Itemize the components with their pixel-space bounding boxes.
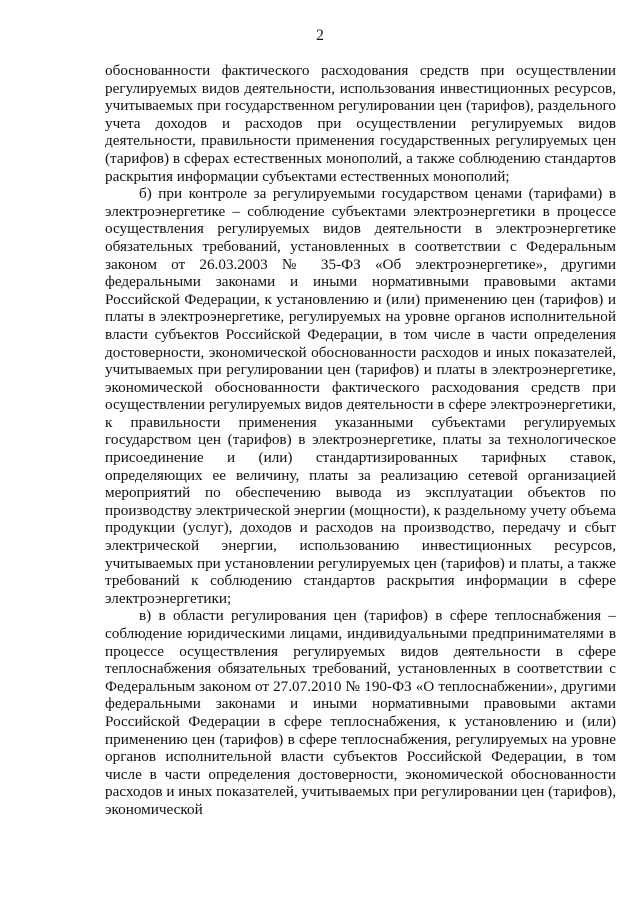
paragraph-b-electricity: б) при контроле за регулируемыми государством ценами (тарифами) в электроэнергетике – соблюдение субъектами электроэнергетики в процессе осуществления регулируемых видов деятельности в электроэнергетике обязательных требований, установленных в соответствии с Федеральным законом от 26.03.2003 № 35-ФЗ «Об электроэнергетике», другими федеральными законами и иными нормативными правовыми актами Российской Федерации, к установлению и (или) применению цен (тарифов) и платы в электроэнергетике, регулируемых на уровне органов исполнительной власти субъектов Российской Федерации, в том числе в части определения достоверности, экономической обоснованности расходов и иных показателей, учитываемых при регулировании цен (тарифов) и платы в электроэнергетике, экономической обоснованности фактического расходования средств при осуществлении регулируемых видов деятельности в сфере электроэнергетики, к правильности применения указанными субъектами регулируемых государством цен (тарифов) в электроэнергетике, платы за технологическое присоединение и (или) стандартизированных тарифных ставок, определяющих ее величину, платы за реализацию сетевой организацией мероприятий по обеспечению вывода из эксплуатации объектов по производству электрической энергии (мощности), к раздельному учету объема продукции (услуг), доходов и расходов на производство, передачу и сбыт электрической энергии, использованию инвестиционных ресурсов, учитываемых при установлении регулируемых цен (тарифов) и платы, а также требований к соблюдению стандартов раскрытия информации в сфере электроэнергетики; bbox=[105, 185, 616, 607]
document-body bbox=[105, 62, 616, 819]
page-number: 2 bbox=[316, 27, 324, 44]
paragraph-v-heat-supply: в) в области регулирования цен (тарифов) в сфере теплоснабжения – соблюдение юридическими лицами, индивидуальными предпринимателями в процессе осуществления регулируемых видов деятельности в сфере теплоснабжения обязательных требований, установленных в соответствии с Федеральным законом от 27.07.2010 № 190-ФЗ «О теплоснабжении», другими федеральными законами и иными нормативными правовыми актами Российской Федерации в сфере теплоснабжения, к установлению и (или) применению цен (тарифов) в сфере теплоснабжения, регулируемых на уровне органов исполнительной власти субъектов Российской Федерации, в том числе в части определения достоверности, экономической обоснованности расходов и иных показателей, учитываемых при регулировании цен (тарифов), экономической bbox=[105, 607, 616, 818]
paragraph-continuation: обоснованности фактического расходования средств при осуществлении регулируемых видов деятельности, использования инвестиционных ресурсов, учитываемых при государственном регулировании цен (тарифов), раздельного учета доходов и расходов при осуществлении регулируемых видов деятельности, правильности применения государственных регулируемых цен (тарифов) в сферах естественных монополий, а также соблюдению стандартов раскрытия информации субъектами естественных монополий; bbox=[105, 62, 616, 185]
